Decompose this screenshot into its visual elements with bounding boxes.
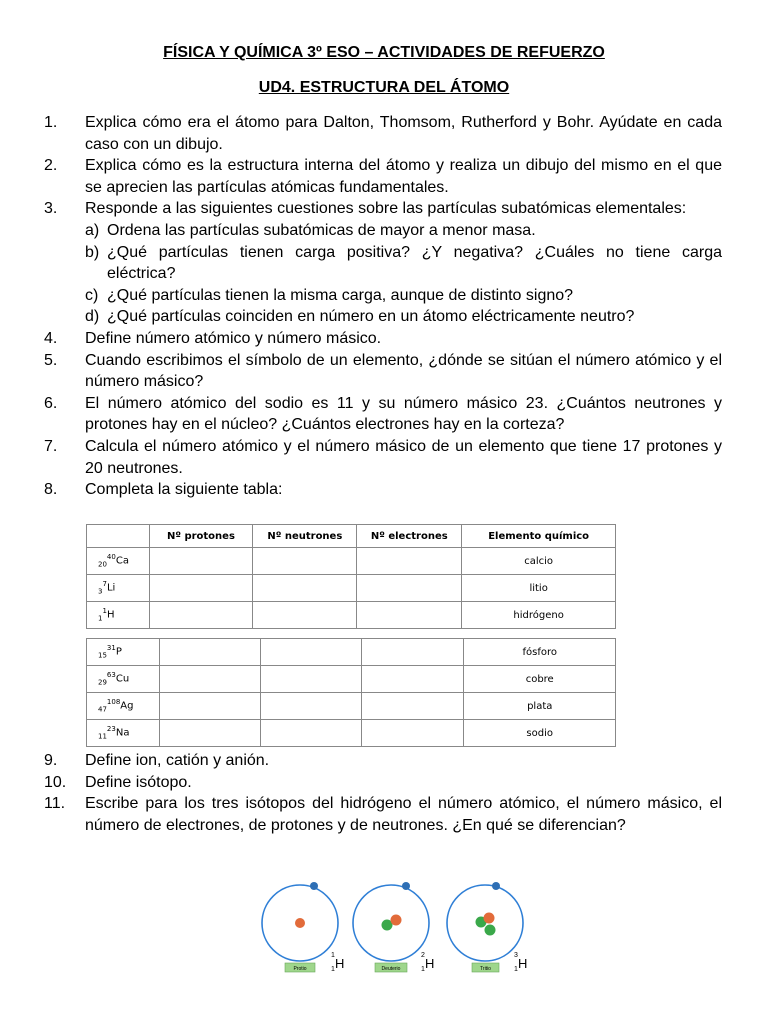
neutrons-cell[interactable] [261, 666, 362, 693]
question-list [44, 112, 722, 501]
table-header-row [87, 525, 616, 548]
question-text: Define ion, catión y anión. [85, 752, 270, 769]
question-number: 9. [44, 752, 58, 769]
question-number: 2. [44, 157, 58, 175]
electrons-cell[interactable] [362, 693, 464, 720]
isotope-name: Tritio [480, 966, 491, 972]
subquestion-d [44, 306, 722, 328]
table-row [87, 666, 616, 693]
element-symbol: $_{11}^{23}$Na [87, 720, 160, 747]
question-5 [44, 350, 722, 393]
atomic-number: 1 [421, 966, 425, 973]
subquestion-c [44, 285, 722, 307]
question-text: Define isótopo. [85, 773, 192, 791]
mass-number: 1 [331, 952, 335, 959]
electrons-cell[interactable] [357, 548, 462, 575]
question-9 [44, 750, 722, 772]
element-symbol: H [518, 956, 528, 971]
subquestion-letter: c) [85, 286, 99, 304]
table-header: Elemento químico [462, 525, 616, 548]
isotope-name: Protio [293, 966, 307, 972]
subquestion-text: Ordena las partículas subatómicas de mayor a menor masa. [107, 221, 536, 239]
electrons-cell[interactable] [362, 720, 464, 747]
protons-cell[interactable] [149, 575, 253, 602]
unit-title: UD4. ESTRUCTURA DEL ÁTOMO [258, 79, 510, 96]
neutrons-cell[interactable] [253, 602, 357, 629]
element-name: hidrógeno [462, 602, 616, 629]
protons-cell[interactable] [160, 639, 261, 666]
table-row [87, 693, 616, 720]
question-number: 11. [44, 795, 66, 813]
element-name: calcio [462, 548, 616, 575]
atomic-number: 1 [331, 966, 335, 973]
question-3 [44, 198, 722, 220]
element-symbol: H [425, 956, 435, 971]
question-text: Cuando escribimos el símbolo de un elemento, ¿dónde se sitúan el número atómico y el número másico? [85, 351, 722, 391]
proton [391, 915, 402, 926]
element-symbol: $_1^1$H [87, 602, 150, 629]
isotope-name: Deuterio [381, 966, 401, 972]
question-number: 5. [44, 351, 58, 369]
neutrons-cell[interactable] [261, 639, 362, 666]
protons-cell[interactable] [160, 720, 261, 747]
electrons-cell[interactable] [362, 666, 464, 693]
atomic-number: 1 [514, 966, 518, 973]
hydrogen-isotopes-figure [255, 882, 535, 978]
table-header: Nº neutrones [253, 525, 357, 548]
electrons-cell[interactable] [362, 639, 464, 666]
element-symbol: $_3^7$Li [87, 575, 150, 602]
question-1 [44, 112, 722, 155]
electrons-cell[interactable] [357, 602, 462, 629]
protons-cell[interactable] [160, 693, 261, 720]
question-text: Define número atómico y número másico. [85, 329, 382, 347]
protons-cell[interactable] [149, 548, 253, 575]
question-number: 3. [44, 200, 58, 218]
subquestion-letter: b) [85, 243, 100, 261]
subquestion-letter: a) [85, 221, 100, 239]
element-symbol: $_{15}^{31}$P [87, 639, 160, 666]
element-name: fósforo [464, 639, 616, 666]
element-name: sodio [464, 720, 616, 747]
subquestion-text: ¿Qué partículas tienen carga positiva? ¿Y negativa? ¿Cuáles no tiene carga eléctrica? [107, 243, 722, 283]
element-symbol: H [335, 956, 345, 971]
table-header: Nº protones [149, 525, 253, 548]
table-row [87, 575, 616, 602]
electron [492, 882, 500, 890]
table-row [87, 602, 616, 629]
table-row [87, 548, 616, 575]
question-number: 6. [44, 394, 58, 412]
isotope-deuterio [353, 882, 434, 973]
question-text: Escribe para los tres isótopos del hidrógeno el número atómico, el número másico, el número de electrones, de protones y de neutrones. ¿En qué se diferencian? [85, 795, 722, 834]
protons-cell[interactable] [160, 666, 261, 693]
element-symbol: $_{20}^{40}$Ca [87, 548, 150, 575]
question-text: Explica cómo es la estructura interna del átomo y realiza un dibujo del mismo en el que se aprecien las partículas atómicas fundamentales. [85, 157, 722, 196]
element-symbol: $_{29}^{63}$Cu [87, 666, 160, 693]
table-row [87, 639, 616, 666]
question-number: 1. [44, 114, 58, 131]
question-2 [44, 155, 722, 198]
element-name: cobre [464, 666, 616, 693]
question-10 [44, 772, 722, 794]
electron [402, 882, 410, 890]
question-text: Explica cómo era el átomo para Dalton, Thomsom, Rutherford y Bohr. Ayúdate en cada caso con un dibujo. [85, 114, 722, 153]
question-4 [44, 328, 722, 350]
subquestion-letter: d) [85, 308, 100, 326]
question-text: Completa la siguiente tabla: [85, 481, 283, 499]
electron [310, 882, 318, 890]
question-8 [44, 479, 722, 501]
question-number: 10. [44, 773, 67, 791]
neutrons-cell[interactable] [253, 575, 357, 602]
mass-number: 3 [514, 952, 518, 959]
question-number: 4. [44, 329, 58, 347]
table-header: Nº electrones [357, 525, 462, 548]
table-row [87, 720, 616, 747]
element-name: litio [462, 575, 616, 602]
subquestion-text: ¿Qué partículas tienen la misma carga, aunque de distinto signo? [107, 286, 574, 304]
elements-table-top [86, 524, 616, 629]
question-text: Calcula el número atómico y el número másico de un elemento que tiene 17 protones y 20 neutrones. [85, 437, 722, 477]
question-number: 7. [44, 437, 58, 455]
subquestion-a [44, 220, 722, 242]
neutrons-cell[interactable] [261, 693, 362, 720]
isotope-protio [262, 882, 344, 973]
element-name: plata [464, 693, 616, 720]
subquestion-b [44, 242, 722, 285]
proton [295, 918, 305, 928]
proton [484, 913, 495, 924]
question-11 [44, 793, 722, 836]
mass-number: 2 [421, 952, 425, 959]
neutrons-cell[interactable] [261, 720, 362, 747]
question-list-continued [44, 750, 722, 836]
neutrons-cell[interactable] [253, 548, 357, 575]
question-7 [44, 436, 722, 479]
question-text: El número atómico del sodio es 11 y su número másico 23. ¿Cuántos neutrones y protones hay en el núcleo? ¿Cuántos electrones hay en la corteza? [85, 394, 722, 434]
neutron [485, 925, 496, 936]
table-header [87, 525, 150, 548]
protons-cell[interactable] [149, 602, 253, 629]
electrons-cell[interactable] [357, 575, 462, 602]
question-text: Responde a las siguientes cuestiones sobre las partículas subatómicas elementales: [85, 200, 687, 218]
worksheet-title: FÍSICA Y QUÍMICA 3º ESO – ACTIVIDADES DE REFUERZO [163, 44, 605, 61]
element-symbol: $_{47}^{108}$Ag [87, 693, 160, 720]
subquestion-text: ¿Qué partículas coinciden en número en un átomo eléctricamente neutro? [107, 308, 635, 326]
question-number: 8. [44, 481, 58, 499]
question-6 [44, 393, 722, 436]
elements-table-bottom [86, 638, 616, 747]
isotope-tritio [447, 882, 527, 973]
